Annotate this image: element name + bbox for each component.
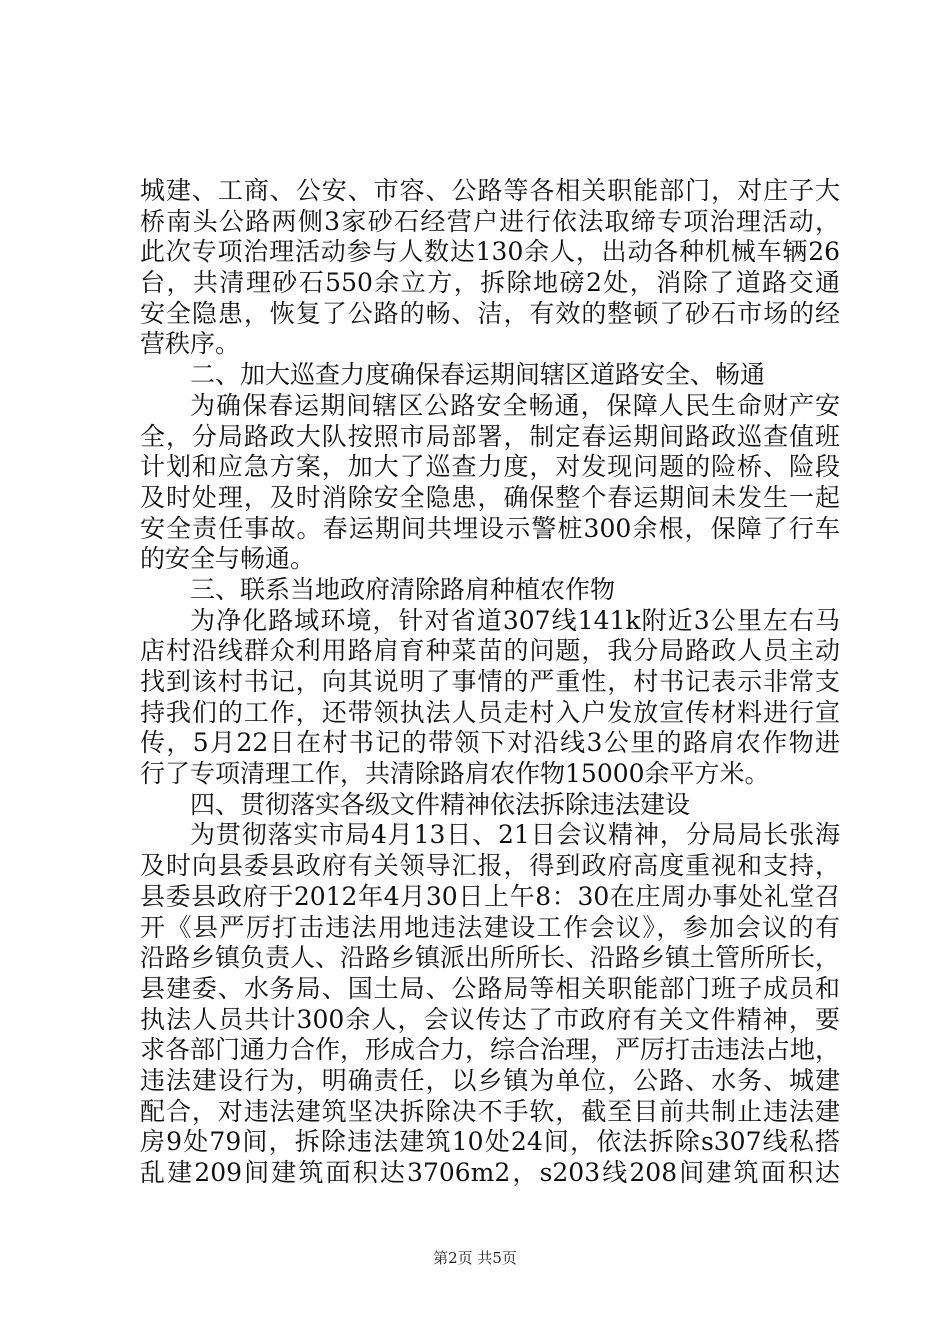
text-line: 沿路乡镇负责人、沿路乡镇派出所所长、沿路乡镇土管所所长， (140, 943, 840, 973)
text-line: 为确保春运期间辖区公路安全畅通，保障人民生命财产安 (190, 390, 840, 420)
text-line: 持我们的工作，还带领执法人员走村入户发放宣传材料进行宣 (140, 697, 840, 727)
text-line: 违法建设行为，明确责任，以乡镇为单位，公路、水务、城建 (140, 1065, 840, 1095)
section-heading: 三、联系当地政府清除路肩种植农作物 (190, 574, 616, 604)
page-footer: 第2页 共5页 (433, 1249, 517, 1267)
text-line: 求各部门通力合作，形成合力，综合治理，严厉打击违法占地， (140, 1035, 840, 1065)
text-line: 行了专项清理工作，共清除路肩农作物15000余平方米。 (140, 759, 770, 789)
text-line: 全，分局路政大队按照市局部署，制定春运期间路政巡查值班 (140, 421, 840, 451)
text-line: 为净化路域环境，针对省道307线141k附近3公里左右马 (190, 605, 840, 635)
text-line: 城建、工商、公安、市容、公路等各相关职能部门，对庄子大 (140, 176, 840, 205)
body-text (140, 176, 840, 1189)
text-line: 的安全与畅通。 (140, 544, 316, 574)
text-line: 执法人员共计300余人，会议传达了市政府有关文件精神，要 (140, 1004, 840, 1034)
text-line: 县建委、水务局、国土局、公路局等相关职能部门班子成员和 (140, 973, 840, 1003)
text-line: 台，共清理砂石550余立方，拆除地磅2处，消除了道路交通 (140, 268, 840, 298)
text-line: 桥南头公路两侧3家砂石经营户进行依法取缔专项治理活动， (140, 206, 840, 236)
text-line: 此次专项治理活动参与人数达130余人，出动各种机械车辆26 (140, 237, 840, 267)
section-heading: 二、加大巡查力度确保春运期间辖区道路安全、畅通 (190, 360, 766, 390)
text-line: 传，5月22日在村书记的带领下对沿线3公里的路肩农作物进 (140, 728, 840, 758)
text-line: 店村沿线群众利用路肩育种菜苗的问题，我分局路政人员主动 (140, 636, 840, 666)
section-heading: 四、贯彻落实各级文件精神依法拆除违法建设 (190, 789, 691, 819)
text-line: 及时处理，及时消除安全隐患，确保整个春运期间未发生一起 (140, 482, 840, 512)
text-line: 安全责任事故。春运期间共埋设示警桩300余根，保障了行车 (140, 513, 840, 543)
text-line: 开《县严厉打击违法用地违法建设工作会议》，参加会议的有 (140, 912, 840, 942)
text-line: 乱建209间建筑面积达3706m2，s203线208间建筑面积达 (140, 1158, 840, 1187)
text-line: 计划和应急方案，加大了巡查力度，对发现问题的险桥、险段 (140, 452, 840, 482)
text-line: 找到该村书记，向其说明了事情的严重性，村书记表示非常支 (140, 667, 840, 696)
text-line: 安全隐患，恢复了公路的畅、洁，有效的整顿了砂石市场的经 (140, 298, 840, 328)
text-line: 为贯彻落实市局4月13日、21日会议精神，分局局长张海 (190, 820, 840, 850)
text-line: 营秩序。 (140, 329, 241, 359)
text-line: 房9处79间，拆除违法建筑10处24间，依法拆除s307线私搭 (140, 1127, 840, 1157)
text-line: 县委县政府于2012年4月30日上午8：30在庄周办事处礼堂召 (140, 881, 840, 911)
text-line: 及时向县委县政府有关领导汇报，得到政府高度重视和支持， (140, 851, 840, 881)
text-line: 配合，对违法建筑坚决拆除决不手软，截至目前共制止违法建 (140, 1096, 840, 1126)
